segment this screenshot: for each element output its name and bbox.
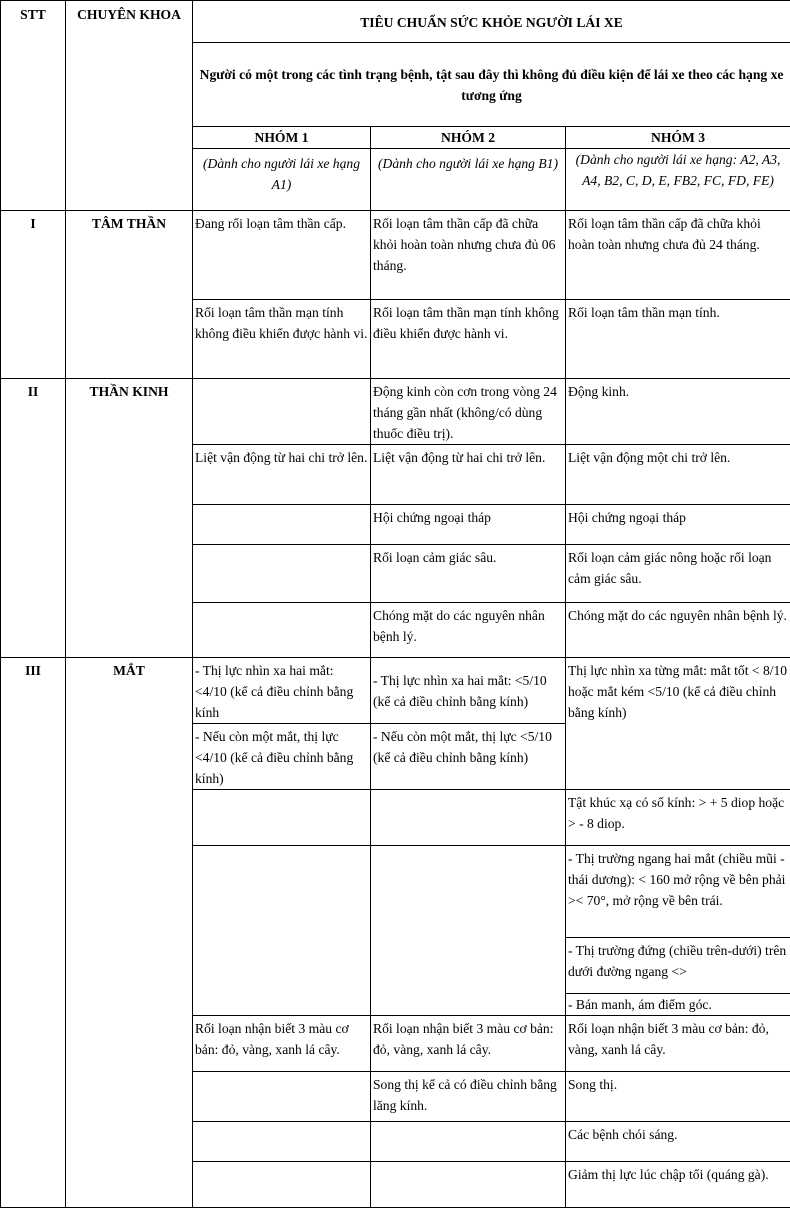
cell: Rối loạn tâm thần cấp đã chữa khỏi hoàn toàn nhưng chưa đủ 24 tháng. (566, 211, 790, 300)
cell (193, 790, 371, 846)
group-1-desc: (Dành cho người lái xe hạng A1) (193, 149, 371, 211)
cell (371, 846, 566, 1016)
section-2-name: THẦN KINH (66, 379, 193, 658)
cell: Tật khúc xạ có số kính: > + 5 diop hoặc > - 8 diop. (566, 790, 790, 846)
cell (193, 1072, 371, 1122)
section-1-name: TÂM THẦN (66, 211, 193, 379)
cell: - Nếu còn một mắt, thị lực <5/10 (kể cả điều chỉnh bằng kính) (371, 724, 566, 790)
cell (193, 846, 371, 1016)
cell (193, 545, 371, 603)
cell: Rối loạn cảm giác sâu. (371, 545, 566, 603)
cell: Thị lực nhìn xa từng mắt: mắt tốt < 8/10 hoặc mắt kém <5/10 (kể cả điều chỉnh bằng kính) (566, 658, 790, 790)
cell: Rối loạn nhận biết 3 màu cơ bản: đỏ, vàng, xanh lá cây. (566, 1016, 790, 1072)
cell (371, 790, 566, 846)
cell: Hội chứng ngoại tháp (566, 505, 790, 545)
cell: Hội chứng ngoại tháp (371, 505, 566, 545)
header-stt: STT (1, 1, 66, 211)
section-2-stt: II (1, 379, 66, 658)
cell: Đang rối loạn tâm thần cấp. (193, 211, 371, 300)
section-3-name: MẮT (66, 658, 193, 1208)
cell: - Thị lực nhìn xa hai mắt: <4/10 (kể cả điều chỉnh bằng kính (193, 658, 371, 724)
cell: - Thị lực nhìn xa hai mắt: <5/10 (kể cả điều chỉnh bằng kính) (371, 658, 566, 724)
cell: Động kinh còn cơn trong vòng 24 tháng gần nhất (không/có dùng thuốc điều trị). (371, 379, 566, 445)
cell: Các bệnh chói sáng. (566, 1122, 790, 1162)
cell: Giảm thị lực lúc chập tối (quáng gà). (566, 1162, 790, 1208)
section-3-stt: III (1, 658, 66, 1208)
cell (193, 1122, 371, 1162)
cell: Rối loạn tâm thần mạn tính không điều khiển được hành vi. (193, 300, 371, 379)
cell: - Thị trường ngang hai mắt (chiều mũi - thái dương): < 160 mở rộng về bên phải >< 70°, mở rộng về bên trái. (566, 846, 790, 938)
group-2-desc: (Dành cho người lái xe hạng B1) (371, 149, 566, 211)
cell: Liệt vận động từ hai chi trở lên. (371, 445, 566, 505)
cell: Rối loạn tâm thần cấp đã chữa khỏi hoàn toàn nhưng chưa đủ 06 tháng. (371, 211, 566, 300)
header-title: TIÊU CHUẨN SỨC KHỎE NGƯỜI LÁI XE (193, 1, 790, 43)
group-3-title: NHÓM 3 (566, 127, 790, 149)
cell: Liệt vận động một chi trở lên. (566, 445, 790, 505)
cell (193, 379, 371, 445)
cell: Liệt vận động từ hai chi trở lên. (193, 445, 371, 505)
group-1-title: NHÓM 1 (193, 127, 371, 149)
cell: Song thị kể cả có điều chỉnh bằng lăng kính. (371, 1072, 566, 1122)
cell: - Thị trường đứng (chiều trên-dưới) trên dưới đường ngang <> (566, 938, 790, 994)
section-1-stt: I (1, 211, 66, 379)
cell: Rối loạn tâm thần mạn tính không điều khiển được hành vi. (371, 300, 566, 379)
cell: Rối loạn nhận biết 3 màu cơ bản: đỏ, vàng, xanh lá cây. (193, 1016, 371, 1072)
header-specialty: CHUYÊN KHOA (66, 1, 193, 211)
cell: Song thị. (566, 1072, 790, 1122)
cell: Rối loạn nhận biết 3 màu cơ bản: đỏ, vàng, xanh lá cây. (371, 1016, 566, 1072)
cell (193, 603, 371, 658)
cell: Chóng mặt do các nguyên nhân bệnh lý. (371, 603, 566, 658)
cell (371, 1122, 566, 1162)
cell: - Nếu còn một mắt, thị lực <4/10 (kể cả điều chỉnh bằng kính) (193, 724, 371, 790)
header-subtitle: Người có một trong các tình trạng bệnh, tật sau đây thì không đủ điều kiện để lái xe theo các hạng xe tương ứng (193, 43, 790, 127)
cell: Rối loạn tâm thần mạn tính. (566, 300, 790, 379)
cell (193, 505, 371, 545)
group-3-desc: (Dành cho người lái xe hạng: A2, A3, A4, B2, C, D, E, FB2, FC, FD, FE) (566, 149, 790, 211)
cell: Rối loạn cảm giác nông hoặc rối loạn cảm giác sâu. (566, 545, 790, 603)
cell: Chóng mặt do các nguyên nhân bệnh lý. (566, 603, 790, 658)
cell: - Bán manh, ám điểm góc. (566, 994, 790, 1016)
cell: Động kinh. (566, 379, 790, 445)
group-2-title: NHÓM 2 (371, 127, 566, 149)
